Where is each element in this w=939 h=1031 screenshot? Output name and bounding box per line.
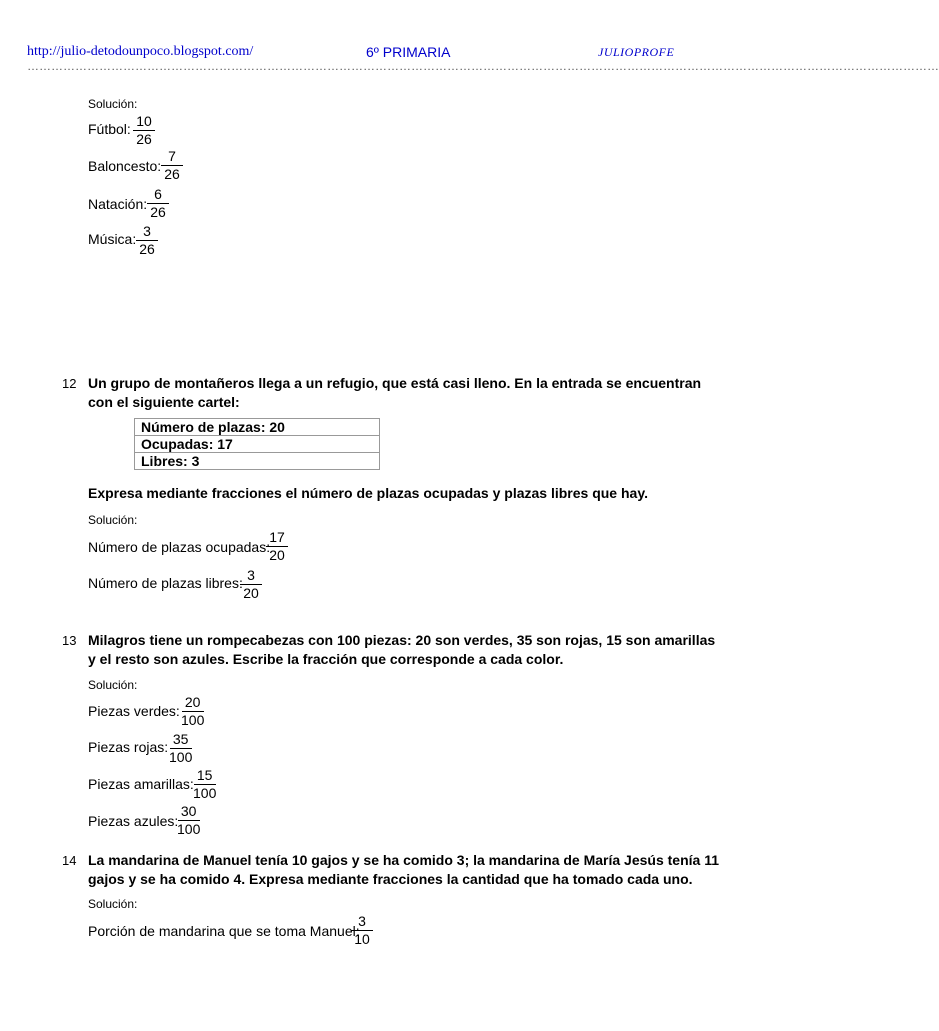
fraction-denominator: 26 [150, 204, 166, 220]
fraction-green [179, 694, 206, 729]
fraction-numerator: 15 [194, 767, 216, 785]
fraction-denominator: 26 [164, 166, 180, 182]
fraction-denominator: 100 [181, 712, 205, 728]
blog-url-link[interactable]: http://julio-detodounpoco.blogspot.com/ [27, 44, 254, 59]
fraction-musica [136, 223, 158, 258]
q13-solution-label: Solución: [88, 678, 138, 692]
fraction-denominator: 20 [243, 585, 259, 601]
fraction-futbol [133, 113, 155, 148]
intro-label-musica: Música: [88, 231, 137, 247]
page-header [0, 0, 939, 80]
intro-label-futbol: Fútbol: [88, 121, 131, 137]
q13-label-red: Piezas rojas: [88, 739, 169, 755]
fraction-numerator: 3 [240, 567, 262, 585]
intro-label-baloncesto: Baloncesto: [88, 158, 162, 174]
header-author: JULIOPROFE [598, 45, 675, 59]
fraction-occupied [266, 529, 288, 564]
header-dotted-divider: ………………………………………………………………………………………………………………………………………………………………………………………………………… [27, 59, 939, 73]
fraction-denominator: 20 [269, 547, 285, 563]
fraction-numerator: 6 [147, 186, 169, 204]
fraction-blue [175, 803, 202, 838]
fraction-numerator: 35 [170, 731, 192, 749]
fraction-denominator: 100 [193, 785, 217, 801]
fraction-baloncesto [161, 148, 183, 183]
fraction-denominator: 10 [354, 931, 370, 947]
q14-solution-label: Solución: [88, 897, 138, 911]
fraction-denominator: 26 [139, 241, 155, 257]
q13-label-yellow: Piezas amarillas: [88, 776, 194, 792]
q13-label-green: Piezas verdes: [88, 703, 180, 719]
fraction-numerator: 3 [136, 223, 158, 241]
q14-label-manuel: Porción de mandarina que se toma Manuel: [88, 923, 360, 939]
fraction-denominator: 100 [177, 821, 201, 837]
question-number-12: 12 [62, 376, 77, 391]
intro-label-natacion: Natación: [88, 196, 148, 212]
question-text-13: Milagros tiene un rompecabezas con 100 piezas: 20 son verdes, 35 son rojas, 15 son amarillas y el resto son azules. Escribe la fracción que corresponde a cada color. [88, 632, 716, 667]
fraction-yellow [191, 767, 218, 802]
fraction-red [167, 731, 194, 766]
question-text-14: La mandarina de Manuel tenía 10 gajos y se ha comido 3; la mandarina de María Jesús tenía 11 gajos y se ha comido 4. Expresa mediante fracciones la cantidad que ha tomado cada uno. [88, 852, 720, 887]
header-grade: 6º PRIMARIA [366, 44, 451, 60]
sign-row-total: Número de plazas: 20 [135, 419, 380, 436]
fraction-numerator: 17 [266, 529, 288, 547]
fraction-free [240, 567, 262, 602]
refuge-sign-table [134, 418, 380, 470]
question-number-13: 13 [62, 633, 77, 648]
fraction-denominator: 100 [169, 749, 193, 765]
fraction-numerator: 30 [178, 803, 200, 821]
sign-row-free: Libres: 3 [135, 453, 380, 470]
fraction-numerator: 7 [161, 148, 183, 166]
sign-row-occupied: Ocupadas: 17 [135, 436, 380, 453]
fraction-numerator: 3 [351, 913, 373, 931]
fraction-numerator: 20 [182, 694, 204, 712]
fraction-manuel [351, 913, 373, 948]
fraction-natacion [147, 186, 169, 221]
fraction-denominator: 26 [136, 131, 152, 147]
intro-solution-label: Solución: [88, 97, 138, 111]
q12-solution-label: Solución: [88, 513, 138, 527]
question-number-14: 14 [62, 853, 77, 868]
question-instruction-12: Expresa mediante fracciones el número de plazas ocupadas y plazas libres que hay. [88, 485, 648, 501]
question-text-12: Un grupo de montañeros llega a un refugio, que está casi lleno. En la entrada se encuentran con el siguiente cartel: [88, 375, 702, 410]
q12-label-occupied: Número de plazas ocupadas: [88, 539, 271, 555]
fraction-numerator: 10 [133, 113, 155, 131]
q12-label-free: Número de plazas libres: [88, 575, 243, 591]
q13-label-blue: Piezas azules: [88, 813, 179, 829]
